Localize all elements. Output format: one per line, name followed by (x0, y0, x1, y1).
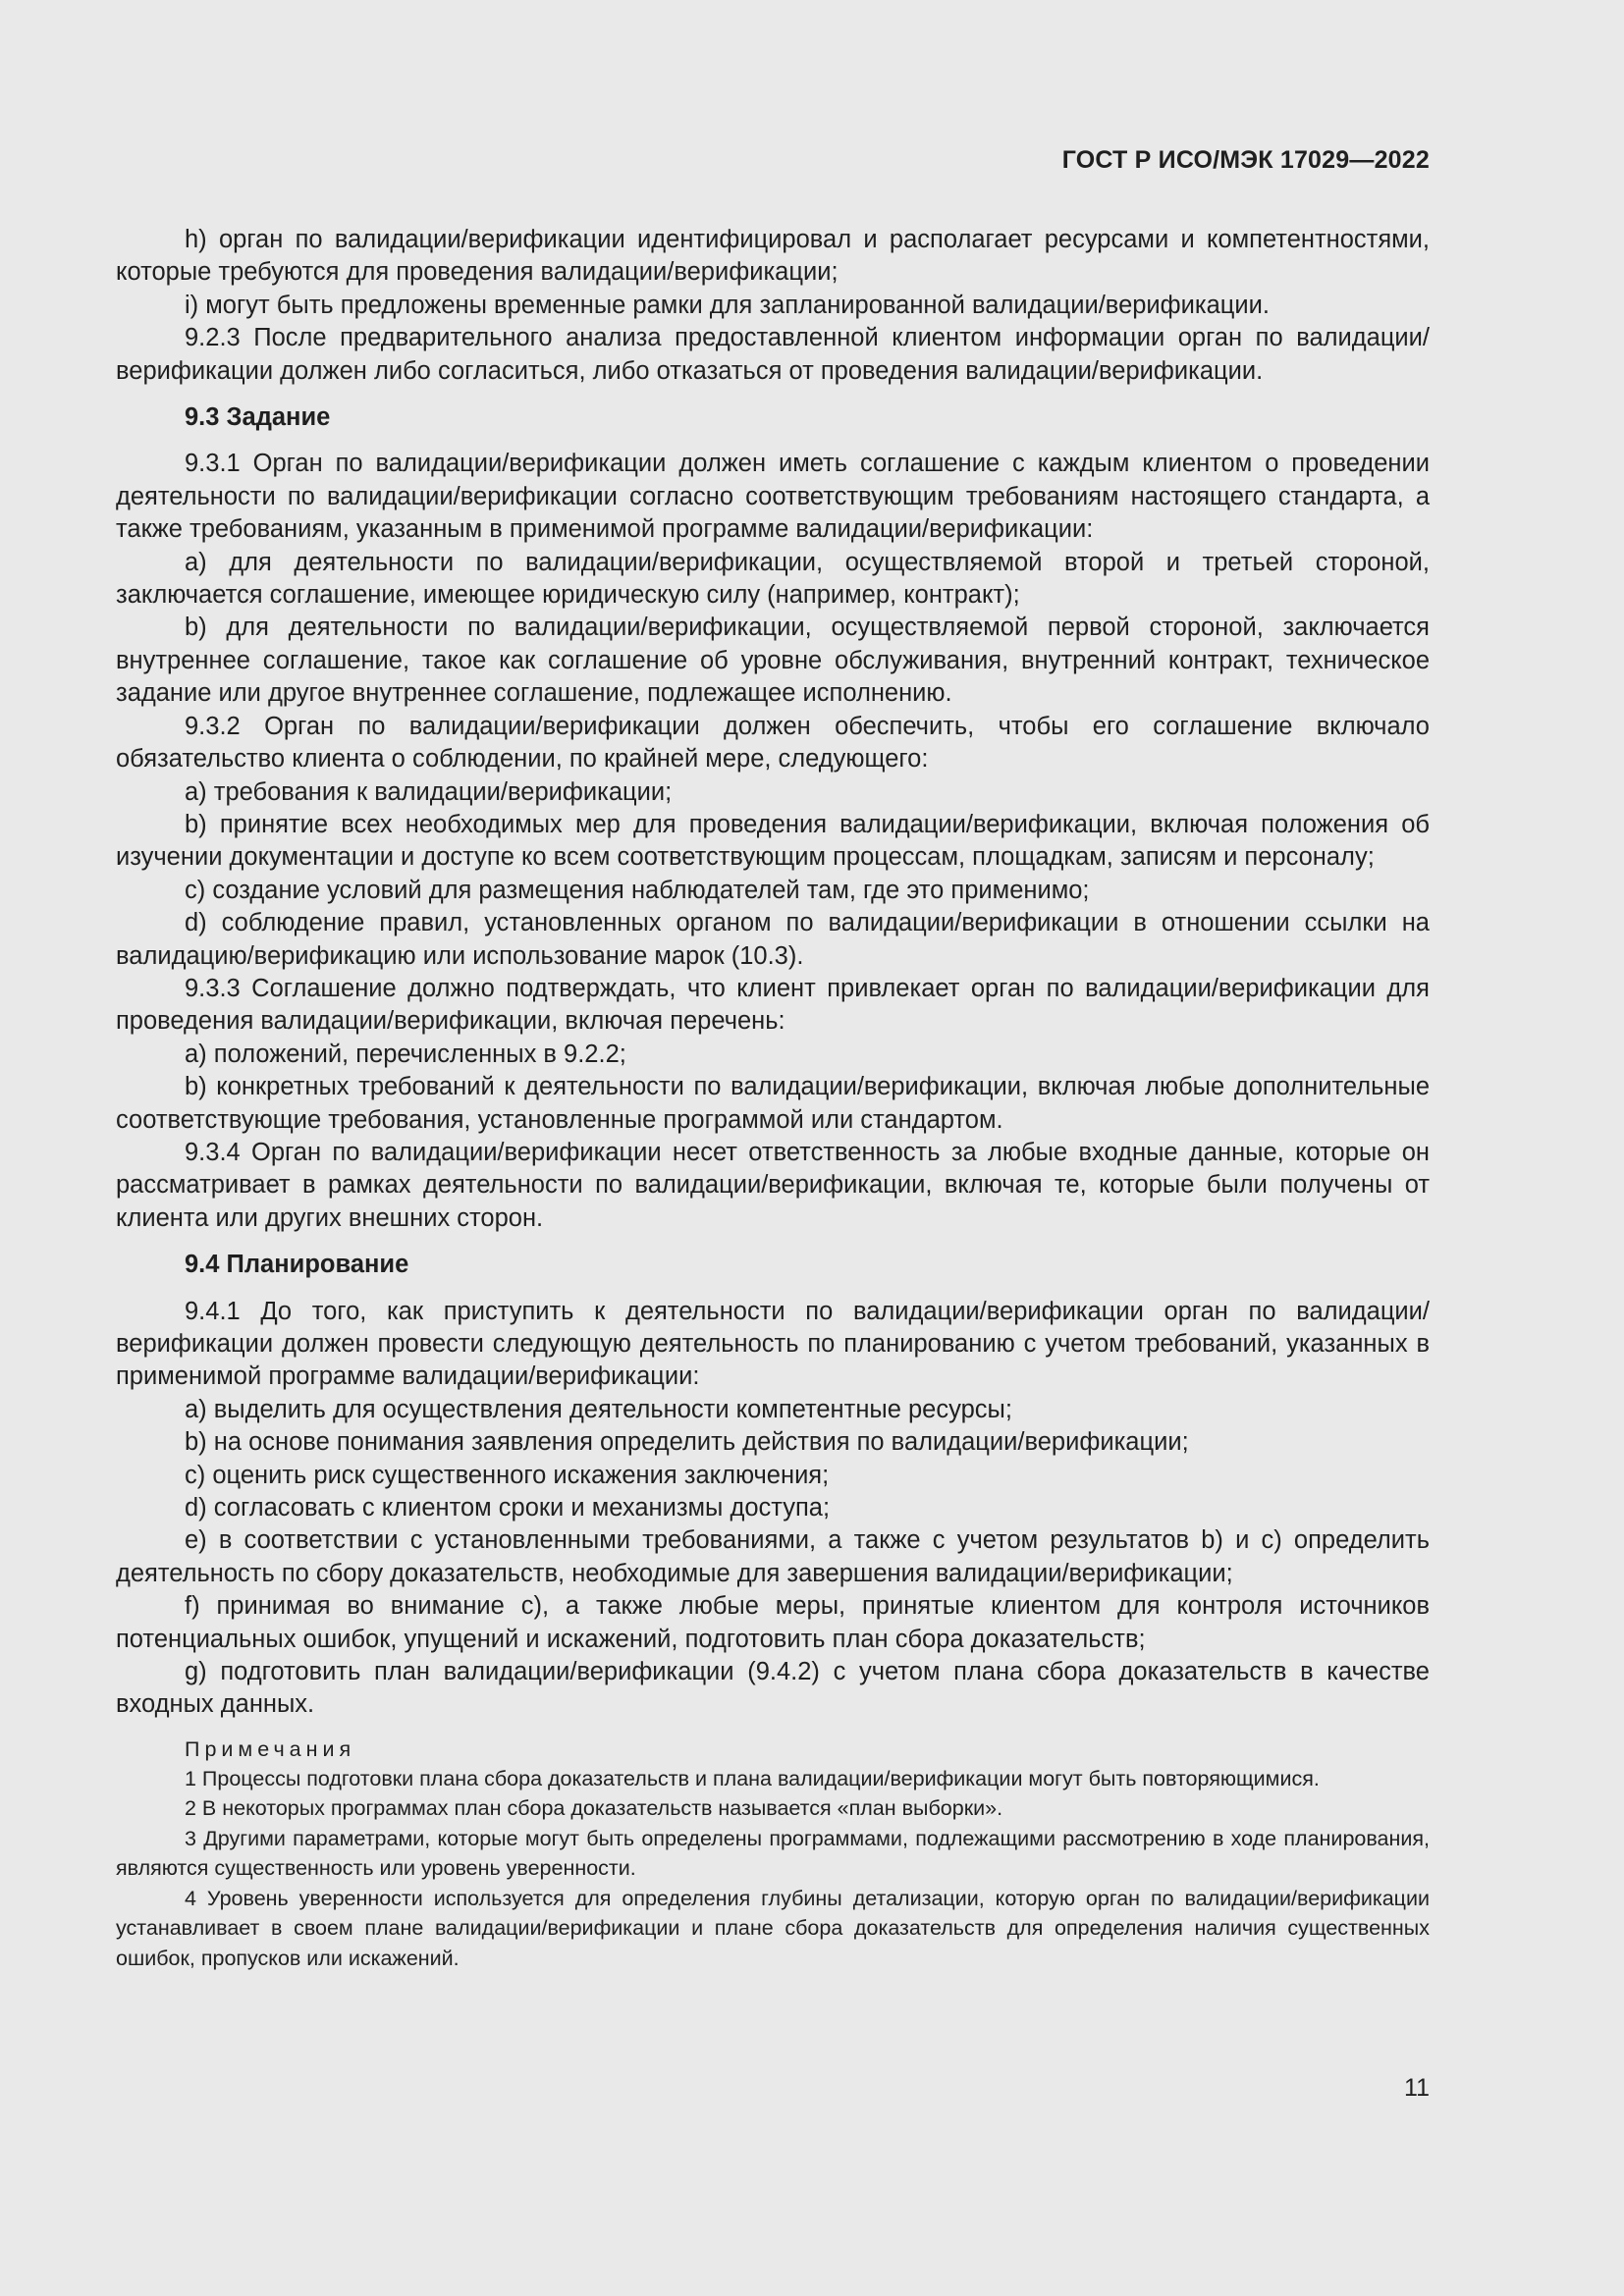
list-item: a) выделить для осуществления деятельности компетентные ресурсы; (185, 1395, 1012, 1423)
list-item: d) соблюдение правил, установленных органом по валидации/верификации в отношении ссылки на валидацию/верификацию или использование марок (10.3). (116, 909, 1430, 970)
clause-paragraph: 9.3.2 Орган по валидации/верификации должен обеспечить, чтобы его соглашение включало обязательство клиента о соблюдении, по крайней мере, следующего: (116, 712, 1430, 774)
list-item: c) создание условий для размещения наблюдателей там, где это применимо; (185, 876, 1090, 904)
list-item: b) на основе понимания заявления определить действия по валидации/верификации; (185, 1428, 1189, 1457)
list-item: b) для деятельности по валидации/верификации, осуществляемой первой стороной, заключается внутреннее соглашение, такое как соглашение об уровне обслуживания, внутренний контракт, техническое задание или другое внутреннее соглашение, подлежащее исполнению. (116, 614, 1430, 708)
list-item: a) для деятельности по валидации/верификации, осуществляемой второй и третьей стороной, заключается соглашение, имеющее юридическую силу (например, контракт); (116, 548, 1430, 610)
clause-paragraph: 9.3.4 Орган по валидации/верификации несет ответственность за любые входные данные, которые он рассматривает в рамках деятельности по валидации/верификации, включая те, которые были получены от клиента или других внешних сторон. (116, 1138, 1430, 1232)
notes-title: Примечания (185, 1736, 356, 1761)
list-item: e) в соответствии с установленными требованиями, а также с учетом результатов b) и c) определить деятельность по сбору доказательств, необходимые для завершения валидации/верификации; (116, 1526, 1430, 1587)
list-item: b) конкретных требований к деятельности по валидации/верификации, включая любые дополнительные соответствующие требования, установленные программой или стандартом. (116, 1073, 1430, 1134)
list-item: d) согласовать с клиентом сроки и механизмы доступа; (185, 1494, 831, 1522)
note-item: 3 Другими параметрами, которые могут быть определены программами, подлежащими рассмотрению в ходе планирования, являются существенность или уровень уверенности. (116, 1826, 1430, 1881)
list-item: g) подготовить план валидации/верификации (9.4.2) с учетом плана сбора доказательств в качестве входных данных. (116, 1658, 1430, 1719)
clause-paragraph: 9.3.3 Соглашение должно подтверждать, что клиент привлекает орган по валидации/верификации для проведения валидации/верификации, включая перечень: (116, 974, 1430, 1036)
clause-paragraph: 9.4.1 До того, как приступить к деятельности по валидации/верификации орган по валидации/верификации должен провести следующую деятельность по планированию с учетом требований, указанных в применимой программе валидации/верификации: (116, 1297, 1430, 1391)
list-item: a) положений, перечисленных в 9.2.2; (185, 1040, 626, 1068)
list-item: b) принятие всех необходимых мер для проведения валидации/верификации, включая положения об изучении документации и доступе ко всем соответствующим процессам, площадкам, записям и персоналу; (116, 810, 1430, 872)
note-item: 1 Процессы подготовки плана сбора доказательств и плана валидации/верификации могут быть повторяющимися. (185, 1766, 1320, 1790)
page-number: 11 (1404, 2074, 1430, 2102)
list-item: c) оценить риск существенного искажения заключения; (185, 1461, 830, 1489)
section-heading: 9.3 Задание (185, 403, 331, 432)
list-item: a) требования к валидации/верификации; (185, 777, 673, 806)
clause-paragraph: 9.2.3 После предварительного анализа предоставленной клиентом информации орган по валидации/верификации должен либо согласиться, либо отказаться от проведения валидации/верификации. (116, 324, 1430, 385)
document-body (116, 224, 1430, 1973)
clause-paragraph: 9.3.1 Орган по валидации/верификации должен иметь соглашение с каждым клиентом о проведении деятельности по валидации/верификации согласно соответствующим требованиям настоящего стандарта, а также требованиям, указанным в применимой программе валидации/верификации: (116, 450, 1430, 544)
note-item: 4 Уровень уверенности используется для определения глубины детализации, которую орган по валидации/верификации устанавливает в своем плане валидации/верификации и плане сбора доказательств для определения наличия существенных ошибок, пропусков или искажений. (116, 1886, 1430, 1970)
list-item: h) орган по валидации/верификации идентифицировал и располагает ресурсами и компетентностями, которые требуются для проведения валидации/верификации; (116, 226, 1430, 287)
note-item: 2 В некоторых программах план сбора доказательств называется «план выборки». (185, 1796, 1003, 1821)
section-heading: 9.4 Планирование (185, 1251, 409, 1279)
document-header: ГОСТ Р ИСО/МЭК 17029—2022 (1061, 146, 1430, 174)
document-page (116, 0, 1430, 2296)
list-item: i) могут быть предложены временные рамки для запланированной валидации/верификации. (185, 291, 1270, 319)
list-item: f) принимая во внимание c), а также любые меры, принятые клиентом для контроля источников потенциальных ошибок, упущений и искажений, подготовить план сбора доказательств; (116, 1592, 1430, 1653)
